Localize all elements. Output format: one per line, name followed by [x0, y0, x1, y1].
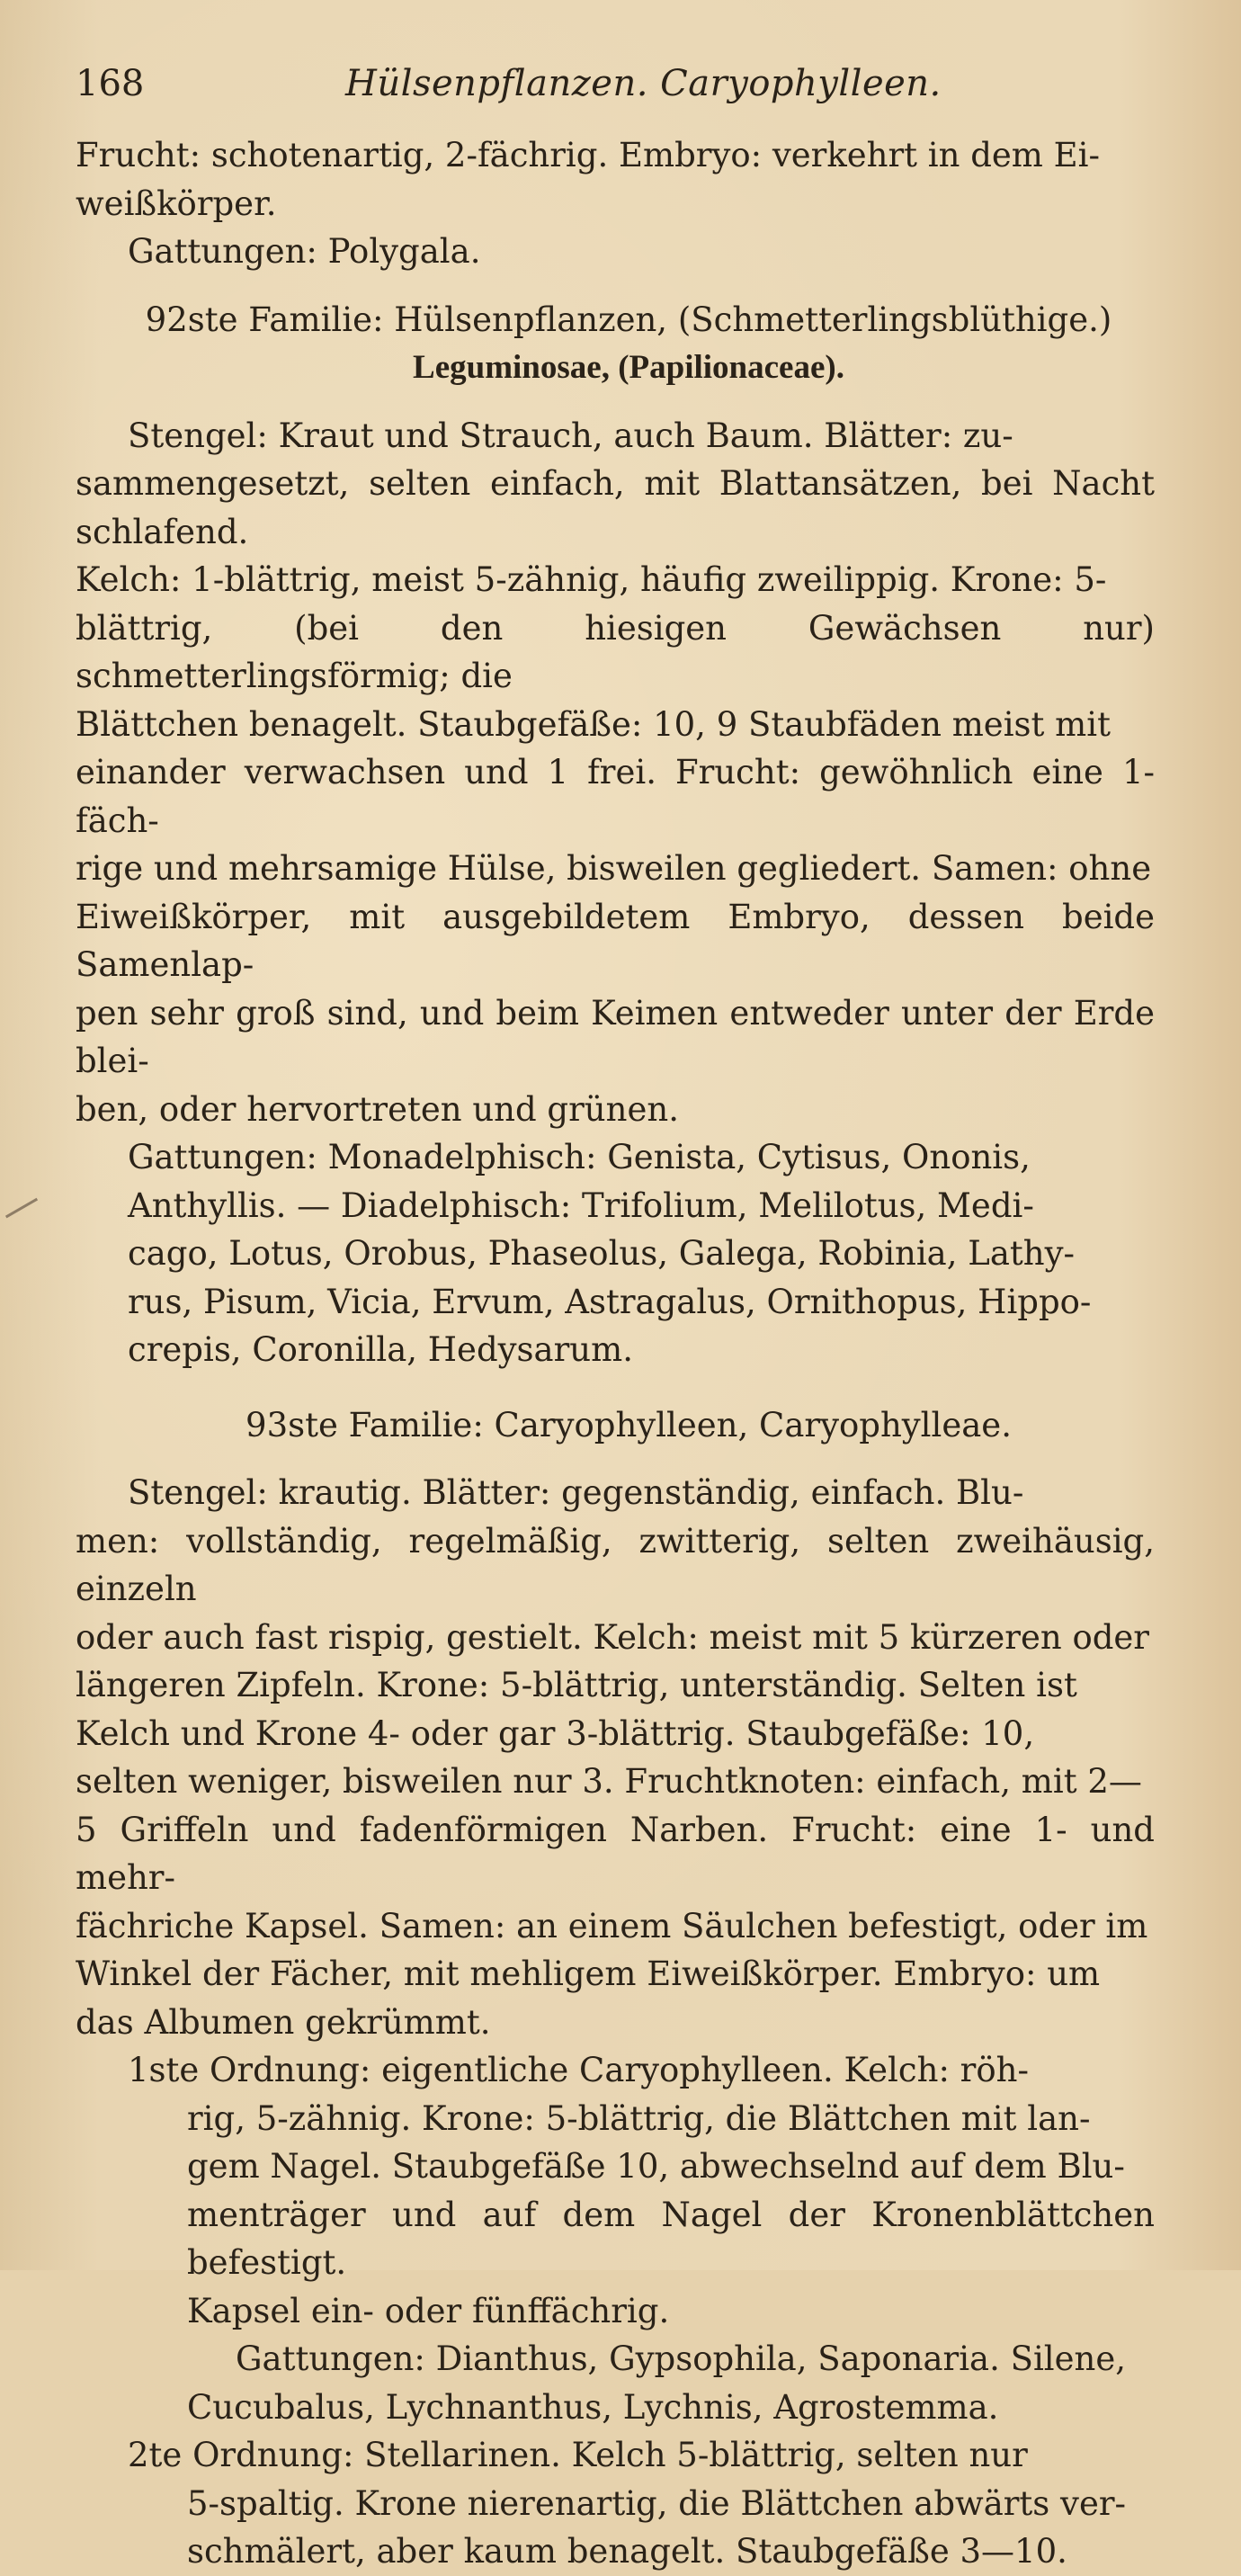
- family-92-genera-line: crepis, Coronilla, Hedysarum.: [128, 1330, 633, 1369]
- order-2-line: schmälert, aber kaum benagelt. Staubgefäße 3—10.: [187, 2532, 1067, 2571]
- order-1-line: gem Nagel. Staubgefäße 10, abwechselnd auf dem Blu-: [187, 2147, 1125, 2186]
- intro-line: weißkörper.: [76, 183, 277, 223]
- family-92-desc-line: Blättchen benagelt. Staubgefäße: 10, 9 Staubfäden meist mit: [76, 704, 1111, 744]
- order-1-line: Kapsel ein- oder fünffächrig.: [187, 2291, 670, 2330]
- family-92-genera-line: Gattungen: Monadelphisch: Genista, Cytisus, Ononis,: [128, 1138, 1031, 1176]
- pencil-mark: [5, 1198, 49, 1237]
- family-92-desc-line: Eiweißkörper, mit ausgebildetem Embryo, dessen beide Samenlap-: [76, 897, 1155, 984]
- family-93-desc-line: fächriche Kapsel. Samen: an einem Säulchen befestigt, oder im: [76, 1906, 1148, 1945]
- family-92-desc-line: blättrig, (bei den hiesigen Gewächsen nur) schmetterlingsförmig; die: [76, 608, 1155, 695]
- family-93-desc-line: oder auch fast rispig, gestielt. Kelch: meist mit 5 kürzeren oder: [76, 1617, 1149, 1657]
- family-92-desc-line: ben, oder hervortreten und grünen.: [76, 1089, 679, 1129]
- family-92-desc-line: Stengel: Kraut und Strauch, auch Baum. Blätter: zu-: [128, 416, 1013, 455]
- page-number: 168: [76, 63, 145, 104]
- family-92-genera-line: cago, Lotus, Orobus, Phaseolus, Galega, Robinia, Lathy-: [128, 1234, 1076, 1273]
- family-93-desc-line: Kelch und Krone 4- oder gar 3-blättrig. Staubgefäße: 10,: [76, 1713, 1035, 1753]
- order-1-line: menträger und auf dem Nagel der Kronenblättchen befestigt.: [187, 2195, 1155, 2282]
- family-93-desc-line: längeren Zipfeln. Krone: 5-blättrig, unterständig. Selten ist: [76, 1666, 1077, 1704]
- family-93-desc-line: selten weniger, bisweilen nur 3. Fruchtknoten: einfach, mit 2—: [76, 1762, 1142, 1801]
- running-head: Hülsenpflanzen. Caryophylleen.: [345, 63, 942, 104]
- family-92-desc-line: Kelch: 1-blättrig, meist 5-zähnig, häufig zweilippig. Krone: 5-: [76, 560, 1107, 599]
- order-1-line: 1ste Ordnung: eigentliche Caryophylleen. Kelch: röh-: [128, 2051, 1029, 2089]
- family-93-desc-line: Winkel der Fächer, mit mehligem Eiweißkörper. Embryo: um: [76, 1954, 1101, 1993]
- intro-line: Frucht: schotenartig, 2-fächrig. Embryo: verkehrt in dem Ei-: [76, 136, 1100, 174]
- family-92-genera-line: rus, Pisum, Vicia, Ervum, Astragalus, Ornithopus, Hippo-: [128, 1282, 1092, 1321]
- order-2-line: 2te Ordnung: Stellarinen. Kelch 5-blättrig, selten nur: [128, 2436, 1028, 2474]
- order-1-genera-line: Gattungen: Dianthus, Gypsophila, Saponaria. Silene,: [236, 2339, 1127, 2378]
- family-93-desc-line: das Albumen gekrümmt.: [76, 2002, 491, 2042]
- family-93-desc-line: 5 Griffeln und fadenförmigen Narben. Frucht: eine 1- und mehr-: [76, 1810, 1155, 1897]
- family-92-desc-line: pen sehr groß sind, und beim Keimen entweder unter der Erde blei-: [76, 993, 1155, 1080]
- family-92-latin: Leguminosae, (Papilionaceae).: [413, 349, 844, 386]
- family-92-desc-line: sammengesetzt, selten einfach, mit Blattansätzen, bei Nacht schlafend.: [76, 464, 1155, 551]
- family-92-desc-line: einander verwachsen und 1 frei. Frucht: gewöhnlich eine 1-fäch-: [76, 753, 1155, 840]
- family-93-title: 93ste Familie: Caryophylleen, Caryophylleae.: [246, 1405, 1012, 1445]
- order-2-line: 5-spaltig. Krone nierenartig, die Blättchen abwärts ver-: [187, 2483, 1127, 2523]
- family-93-desc-line: Stengel: krautig. Blätter: gegenständig, einfach. Blu-: [128, 1473, 1024, 1512]
- order-1-line: rig, 5-zähnig. Krone: 5-blättrig, die Blättchen mit lan-: [187, 2098, 1091, 2138]
- order-1-genera-line: Cucubalus, Lychnanthus, Lychnis, Agrostemma.: [187, 2387, 999, 2427]
- family-92-title: 92ste Familie: Hülsenpflanzen, (Schmetterlingsblüthige.): [145, 300, 1112, 339]
- family-92-genera-line: Anthyllis. — Diadelphisch: Trifolium, Melilotus, Medi-: [128, 1185, 1034, 1225]
- page-header: [76, 63, 1155, 117]
- intro-genera: Gattungen: Polygala.: [128, 232, 481, 271]
- family-93-desc-line: men: vollständig, regelmäßig, zwitterig, selten zweihäusig, einzeln: [76, 1521, 1155, 1608]
- family-92-desc-line: rige und mehrsamige Hülse, bisweilen gegliedert. Samen: ohne: [76, 849, 1152, 888]
